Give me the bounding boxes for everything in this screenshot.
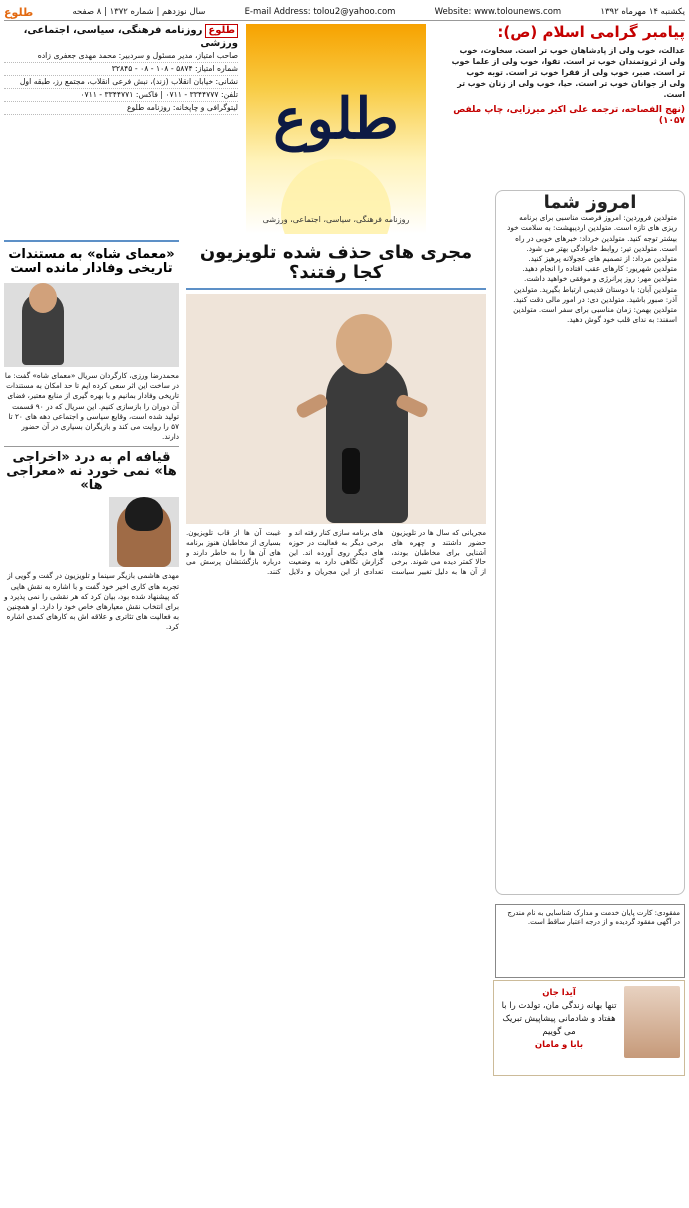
actor-photo (4, 283, 179, 367)
left-second-text: مهدی هاشمی بازیگر سینما و تلویزیون در گفت و گویی از تجربه های کاری اخیر خود گفت و با اشاره به نقش هایی که پیشنهاد شده بود، بیان کرد که هر نقشی را نمی پذیرد و برای انتخاب نقش معیارهای خاص خود را دارد. او همچنین به فعالیت های تئاتری و علاقه اش به کارهای کمدی اشاره کرد. (4, 571, 179, 632)
prophet-source: (نهج الفصاحه، ترجمه علی اکبر میرزایی، چاپ ملفص ۱۰۵۷) (453, 105, 685, 126)
baby-photo (624, 986, 680, 1058)
issue-text: سال نوزدهم | شماره ۱۳۷۲ | ۸ صفحه (72, 7, 206, 17)
left-headline-1: «معمای شاه» به مستندات تاریخی وفادار مانده است (8, 247, 175, 276)
horoscope-box (495, 190, 685, 895)
left-column (4, 240, 179, 980)
main-headline: مجری های حذف شده تلویزیون کجا رفتند؟ (186, 240, 486, 290)
left-top-title (4, 240, 179, 279)
baby-name: آیدا جان (542, 988, 576, 998)
info-line: تلفن: ۳۳۴۴۷۷۷ - ۰۷۱۱ | فاکس: ۳۳۴۴۷۷۱ - ۰۷۱۱ (4, 89, 238, 102)
birthday-text (500, 987, 618, 1052)
main-photo (186, 294, 486, 524)
masthead-banner (246, 24, 426, 234)
lost-notice (495, 904, 685, 978)
prophet-quote: عدالت، خوب ولی از پادشاهان خوب تر است. سخاوت، خوب ولی از ثروتمندان خوب تر است. تقوا، خوب ولی از علما خوب تر است. صبر، خوب ولی از فقرا خوب تر است. توبه خوب ولی از جوانان خوب تر است. حیا، خوب ولی از زنان خوب تر است. (451, 46, 685, 99)
website-text: Website: www.tolounews.com (434, 7, 562, 17)
left-top-text: محمدرضا ورزی، کارگردان سریال «معمای شاه» گفت: ما در ساخت این اثر سعی کرده ایم تا حد امکان به مستندات تاریخی وفادار بمانیم و با بهره گیری از منابع معتبر، فضای آن دوران را بازسازی کنیم. این سریال که در ۹۰ قسمت تولید شده است، وقایع سیاسی و اجتماعی دهه های ۲۰ تا ۵۷ را روایت می کند و بازیگران بسیاری در آن حضور دارند. (4, 371, 179, 442)
horoscope-title: امروز شما (543, 192, 637, 213)
newspaper-logo: طلوع (273, 86, 399, 152)
top-bar (4, 4, 685, 21)
birthday-card (493, 980, 685, 1076)
info-line: نشانی: خیابان انقلاب (زند)، نبش فرعی انقلاب، مجتمع رز، طبقه اول (4, 76, 238, 89)
mini-logo: طلوع (205, 24, 238, 38)
main-article-text: مجریانی که سال ها در تلویزیون حضور داشتند و چهره های آشنایی برای مخاطبان بودند، حالا کمتر دیده می شوند. برخی از آن ها به دلیل تغییر سیاست های برنامه سازی کنار رفته اند و برخی دیگر به فعالیت در حوزه های دیگر روی آورده اند. این گزارش نگاهی دارد به وضعیت تعدادی از این مجریان و دلایل غیبت آن ها از قاب تلویزیون. بسیاری از مخاطبان هنوز برنامه های آن ها را به خاطر دارند و درباره بازگشتشان پرسش می کنند. (186, 528, 486, 577)
info-line: صاحب امتیاز، مدیر مسئول و سردبیر: محمد مهدی جعفری زاده (4, 50, 238, 63)
baby-message: تنها بهانه زندگی مان، تولدت را با هفتاد و شادمانی پیشاپیش تبریک می گوییم (501, 1001, 617, 1037)
right-column (495, 190, 685, 1050)
second-photo (109, 497, 179, 567)
masthead-subtitle: روزنامه فرهنگی، سیاسی، اجتماعی، ورزشی (262, 215, 410, 224)
prophet-title: پیامبر گرامی اسلام (ص): (497, 23, 685, 41)
horoscope-text: متولدین فروردین: امروز فرصت مناسبی برای برنامه ریزی های تازه است. متولدین اردیبهشت: به سلامت خود بیشتر توجه کنید. متولدین خرداد: خبرهای خوبی در راه است. متولدین تیر: روابط خانوادگی بهتر می شود. متولدین مرداد: از تصمیم های عجولانه پرهیز کنید. متولدین شهریور: کارهای عقب افتاده را انجام دهید. متولدین مهر: روز پرانرژی و موفقی خواهید داشت. متولدین آبان: با دوستان قدیمی ارتباط بگیرید. متولدین آذر: صبور باشید. متولدین دی: در امور مالی دقت کنید. متولدین بهمن: زمان مناسبی برای سفر است. متولدین اسفند: به ندای قلب خود گوش دهید. (507, 213, 677, 325)
lost-text: مفقودی: کارت پایان خدمت و مدارک شناسایی به نام مندرج در آگهی مفقود گردیده و از درجه اعتبار ساقط است. (507, 909, 680, 926)
middle-column (186, 240, 486, 980)
baby-family: بابا و مامان (534, 1040, 584, 1050)
info-box (4, 24, 238, 229)
info-line: لیتوگرافی و چاپخانه: روزنامه طلوع (4, 102, 238, 115)
info-title: روزنامه فرهنگی، سیاسی، اجتماعی، ورزشی (23, 25, 238, 49)
date-text: یکشنبه ۱۴ مهرماه ۱۳۹۲ (600, 7, 685, 17)
info-line: شماره امتیاز: ۵۸۷۴ - ۱۰۸ - ۰۸ - ۳۲۸۴۵ (4, 63, 238, 76)
email-text: E-mail Address: tolou2@yahoo.com (244, 7, 396, 17)
small-logo: طلوع (4, 5, 34, 19)
left-headline-2: قیافه ام به درد «اخراجی ها» نمی خورد نه «معراجی ها» (6, 450, 177, 494)
